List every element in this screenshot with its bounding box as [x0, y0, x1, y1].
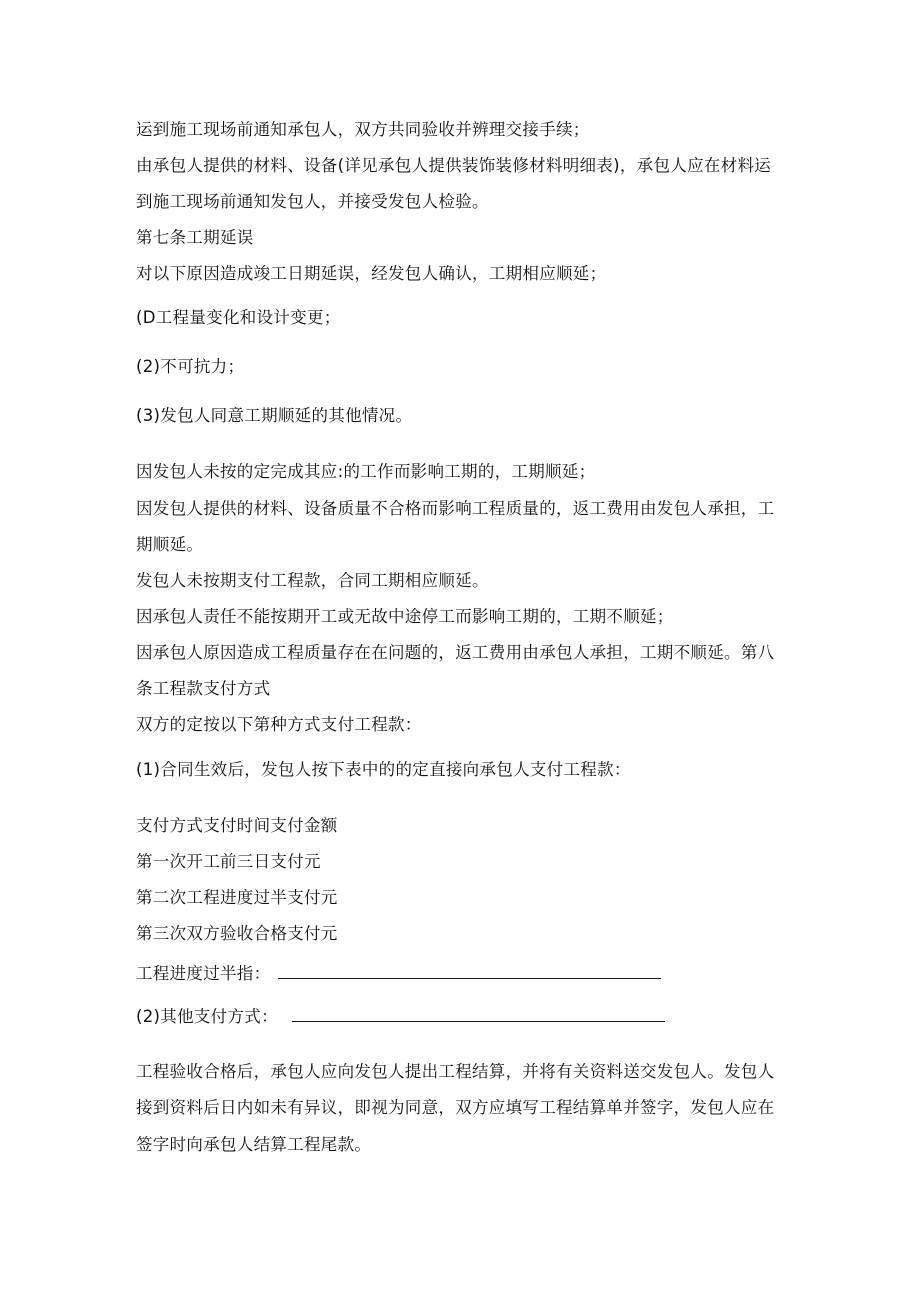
list-item: (D工程量变化和设计变更； — [136, 308, 341, 327]
list-item: (2)不可抗力； — [136, 357, 245, 376]
list-item: (3)发包人同意工期顺延的其他情况。 — [136, 406, 413, 425]
blank-underline — [292, 1005, 665, 1022]
fill-in-label: (2)其他支付方式： — [136, 1007, 278, 1026]
text-line: 期顺延。 — [136, 535, 204, 554]
section-heading: 条工程款支付方式 — [136, 679, 271, 698]
text-line: 因承包人原因造成工程质量存在在问题的，返工费用由承包人承担，工期不顺延。第八 — [136, 643, 775, 662]
text-line: 因发包人未按的定完成其应:的工作而影响工期的，工期顺延； — [136, 462, 596, 481]
blank-underline — [278, 962, 661, 979]
text-line: 对以下原因造成竣工日期延误，经发包人确认，工期相应顺延； — [136, 264, 607, 283]
fill-in-line — [136, 962, 661, 985]
text-line: 工程验收合格后，承包人应向发包人提出工程结算，并将有关资料送交发包人。发包人 — [136, 1062, 775, 1081]
section-heading: 第七条工期延误 — [136, 228, 254, 247]
list-item: (1)合同生效后，发包人按下表中的的定直接向承包人支付工程款： — [136, 760, 631, 779]
text-line: 接到资料后日内如未有异议，即视为同意，双方应填写工程结算单并签字，发包人应在 — [136, 1098, 775, 1117]
text-line: 因发包人提供的材料、设备质量不合格而影响工程质量的，返工费用由发包人承担，工 — [136, 499, 775, 518]
fill-in-line — [136, 1005, 665, 1028]
text-line: 签字时向承包人结算工程尾款。 — [136, 1135, 372, 1154]
table-row-line: 第一次开工前三日支付元 — [136, 852, 321, 871]
table-header-line: 支付方式支付时间支付金额 — [136, 816, 338, 835]
text-line: 由承包人提供的材料、设备(详见承包人提供装饰装修材料明细表)，承包人应在材料运 — [136, 156, 772, 175]
text-line: 运到施工现场前通知承包人，双方共同验收并辨理交接手续； — [136, 120, 590, 139]
text-line: 到施工现场前通知发包人，并接受发包人检验。 — [136, 192, 489, 211]
text-line: 因承包人责任不能按期开工或无故中途停工而影响工期的，工期不顺延； — [136, 607, 674, 626]
text-line: 双方的定按以下第种方式支付工程款： — [136, 715, 422, 734]
fill-in-label: 工程进度过半指： — [136, 964, 271, 983]
table-row-line: 第三次双方验收合格支付元 — [136, 924, 338, 943]
table-row-line: 第二次工程进度过半支付元 — [136, 888, 338, 907]
text-line: 发包人未按期支付工程款，合同工期相应顺延。 — [136, 571, 489, 590]
